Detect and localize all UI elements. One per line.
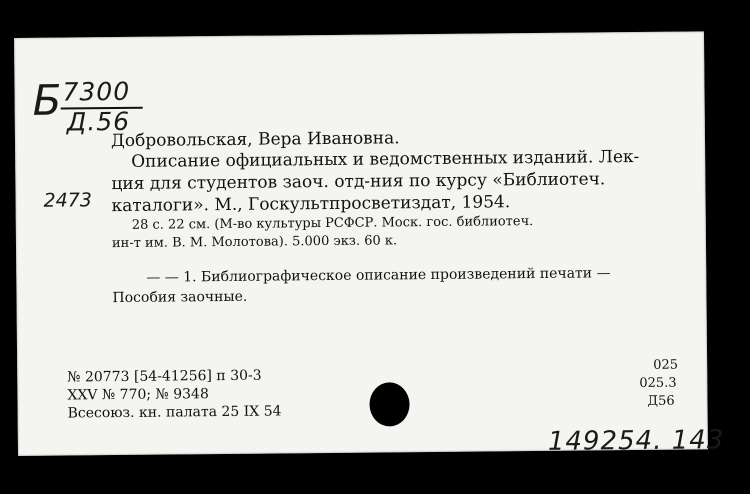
description-line: каталоги». М., Госкультпросветиздат, 1954. [111,192,511,217]
author-heading: Добровольская, Вера Ивановна. [110,128,400,152]
shelfmark-code: Д.56 [66,106,131,137]
description-line: Описание официальных и ведомственных изданий. Лек- [131,147,640,172]
punch-hole [369,382,409,426]
physical-description-line: ин-т им. В. М. Молотова). 5.000 экз. 60 к. [111,233,398,252]
catalog-card [14,31,725,457]
description-line: ция для студентов заоч. отд-ния по курсу «Библиотеч. [111,169,606,195]
shelfmark-number: 7300 [62,76,131,107]
registry-line: XXV № 770; № 9348 [67,386,209,404]
subject-line: Пособия заочные. [112,288,248,307]
handwritten-note: 2473 [43,189,93,212]
inventory-stamp: 149254. 143 [547,425,725,457]
registry-line: № 20773 [54-41256] п 30-3 [67,367,262,386]
subject-line: — — 1. Библиографическое описание произведений печати — [146,265,611,286]
classification-code: Д56 [647,393,675,409]
shelfmark-letter: Б [32,75,62,125]
physical-description-line: 28 с. 22 см. (М-во культуры РСФСР. Моск. гос. библиотеч. [131,214,534,233]
classification-code: 025.3 [639,375,677,392]
registry-line: Всесоюз. кн. палата 25 IX 54 [67,403,282,422]
classification-code: 025 [653,357,679,373]
